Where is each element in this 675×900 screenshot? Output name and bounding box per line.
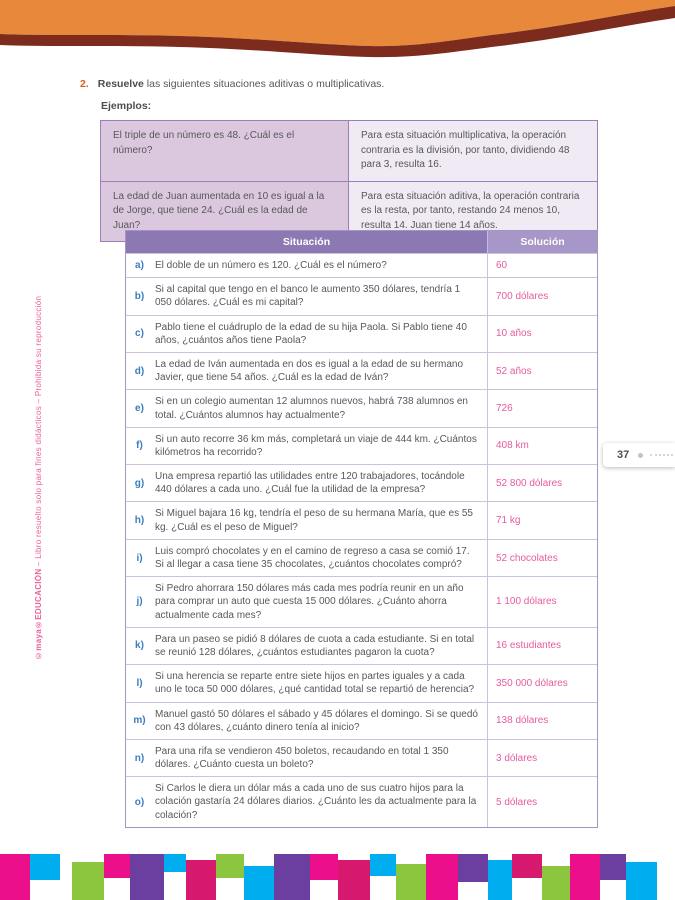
row-letter: g) [134,477,145,489]
row-solution: 138 dólares [487,703,597,739]
table-row [126,739,597,776]
row-situation: Si Miguel bajara 16 kg, tendría el peso de su hermana María, que es 55 kg. ¿Cuál es el peso de Miguel? [155,508,473,533]
row-situation: Para una rifa se vendieron 450 boletos, recaudando en total 1 350 dólares. ¿Cuánto cuesta un boleto? [155,745,449,771]
row-solution: 52 chocolates [487,540,597,576]
table-row [126,539,597,576]
row-letter: o) [134,796,145,808]
footer-block [186,860,216,900]
table-row [126,352,597,389]
footer-block [370,854,396,876]
footer-decoration [0,854,675,900]
examples-table [100,120,598,242]
table-row [126,389,597,426]
row-solution: 3 dólares [487,740,597,776]
footer-block [310,854,338,880]
row-letter: a) [135,260,144,272]
row-letter: l) [136,677,143,689]
table-row [126,501,597,538]
row-situation: Si en un colegio aumentan 12 alumnos nuevos, habrá 738 alumnos en total. ¿Cuántos alumnos hay actualmente? [155,396,468,421]
table-row [126,315,597,352]
row-letter: j) [136,596,143,608]
example-situation-cell: El triple de un número es 48. ¿Cuál es el número? [101,121,349,181]
row-solution: 408 km [487,428,597,464]
footer-block [512,854,542,878]
row-letter: b) [134,290,145,302]
page-number: 37 [617,449,630,461]
table-row [126,776,597,827]
footer-block [130,854,164,900]
row-solution: 16 estudiantes [487,628,597,664]
exercise-number: 2. [80,78,89,90]
watermark-brand: ©maya®EDUCACIÓN [34,568,43,660]
row-letter: k) [135,640,144,652]
footer-block [104,854,130,878]
example-row [101,121,597,181]
table-row [126,576,597,627]
example-situation-cell: La edad de Juan aumentada en 10 es igual a la de Jorge, que tiene 24. ¿Cuál es la edad de Juan? [101,182,349,242]
footer-block [396,864,426,900]
table-row [126,277,597,314]
row-situation: Si Carlos le diera un dólar más a cada uno de sus cuatro hijos para la colación gastaría 24 dólares diarios. ¿Cuánto les da actualmente para la colación? [155,783,477,821]
examples-label: Ejemplos: [101,100,152,112]
exercise-verb: Resuelve [97,78,144,90]
header-wave-decoration [0,0,675,60]
row-situation: Si una herencia se reparte entre siete hijos en partes iguales y a cada uno le toca 50 000 dólares, ¿qué cantidad total se repartió de herencia? [155,671,475,696]
table-row [126,702,597,739]
exercise-text: las siguientes situaciones aditivas o multiplicativas. [143,78,385,90]
footer-block [338,860,370,900]
footer-block [72,862,104,900]
row-solution: 350 000 dólares [487,665,597,701]
row-letter: e) [135,403,144,414]
row-letter: d) [134,365,145,377]
table-row [126,664,597,701]
table-row [126,253,597,277]
row-letter: f) [136,440,143,452]
situations-table [125,230,598,828]
footer-block [458,854,488,882]
row-situation: Para un paseo se pidió 8 dólares de cuota a cada estudiante. Si en total se reunió 128 dólares, ¿cuántos estudiantes pagaron la cuota? [155,633,475,658]
table-row [126,427,597,464]
footer-block [30,854,60,880]
row-solution: 60 [487,254,597,277]
row-letter: m) [133,715,146,727]
dotted-line [650,454,673,456]
watermark-text: – Libro resuelto solo para fines didácticos – Prohibida su reproducción [34,295,43,569]
row-situation: El doble de un número es 120. ¿Cuál es el número? [155,260,387,271]
table-row [126,627,597,664]
row-solution: 10 años [487,316,597,352]
row-situation: Manuel gastó 50 dólares el sábado y 45 dólares el domingo. Si se quedó con 43 dólares, ¿cuánto dinero tenía al inicio? [155,708,478,733]
copyright-watermark [34,230,43,660]
row-solution: 52 años [487,353,597,389]
row-situation: Si un auto recorre 36 km más, completará un viaje de 444 km. ¿Cuántos kilómetros ha recorrido? [155,433,477,458]
footer-block [0,854,30,900]
footer-block [244,866,274,900]
row-situation: Una empresa repartió las utilidades entre 120 trabajadores, tocándole 440 dólares a cada uno. ¿Cuál fue la utilidad de la empresa? [155,471,465,496]
footer-block [426,854,458,900]
column-header-situacion: Situación [126,231,487,253]
row-situation: Luis compró chocolates y en el camino de regreso a casa se comió 17. Si al llegar a casa tiene 35 chocolates, ¿cuántos chocolates compró? [155,545,470,570]
footer-block [570,854,600,900]
row-solution: 52 800 dólares [487,465,597,501]
row-situation: Pablo tiene el cuádruplo de la edad de su hija Paola. Si Pablo tiene 40 años, ¿cuántos años tiene Paola? [155,321,467,346]
situations-table-body [126,253,597,827]
table-row [126,464,597,501]
row-solution: 726 [487,390,597,426]
table-header-row [126,231,597,253]
row-solution: 700 dólares [487,278,597,314]
row-letter: n) [134,752,145,764]
page-number-badge [603,443,675,467]
row-situation: La edad de Iván aumentada en dos es igual a la edad de su hermano Javier, que tiene 54 años. ¿Cuál es la edad de Iván? [155,358,464,384]
column-header-solucion: Solución [487,231,597,253]
example-explanation-cell: Para esta situación aditiva, la operación contraria es la resta, por tanto, restando 24 menos 10, resulta 14. Juan tiene 14 años. [349,182,597,242]
footer-block [488,860,512,900]
footer-block [164,854,186,872]
row-letter: c) [135,328,144,340]
footer-block [274,854,310,900]
exercise-instruction [80,78,600,90]
row-situation: Si Pedro ahorrara 150 dólares más cada mes podría reunir en un año para comprar un auto que cuesta 15 000 dólares. ¿Cuánto ahorra actualmente cada mes? [155,583,464,621]
row-solution: 71 kg [487,502,597,538]
row-situation: Si al capital que tengo en el banco le aumento 350 dólares, tendría 1 050 dólares. ¿Cuál es mi capital? [155,284,461,309]
row-letter: i) [136,552,143,564]
row-letter: h) [134,515,145,527]
footer-block [626,862,657,900]
example-explanation-cell: Para esta situación multiplicativa, la operación contraria es la división, por tanto, dividiendo 48 para 3, resulta 16. [349,121,597,181]
footer-block [216,854,244,878]
row-solution: 5 dólares [487,777,597,827]
footer-block [600,854,626,880]
footer-block [542,866,570,900]
row-solution: 1 100 dólares [487,577,597,627]
page-marker-dot-icon [638,453,643,458]
